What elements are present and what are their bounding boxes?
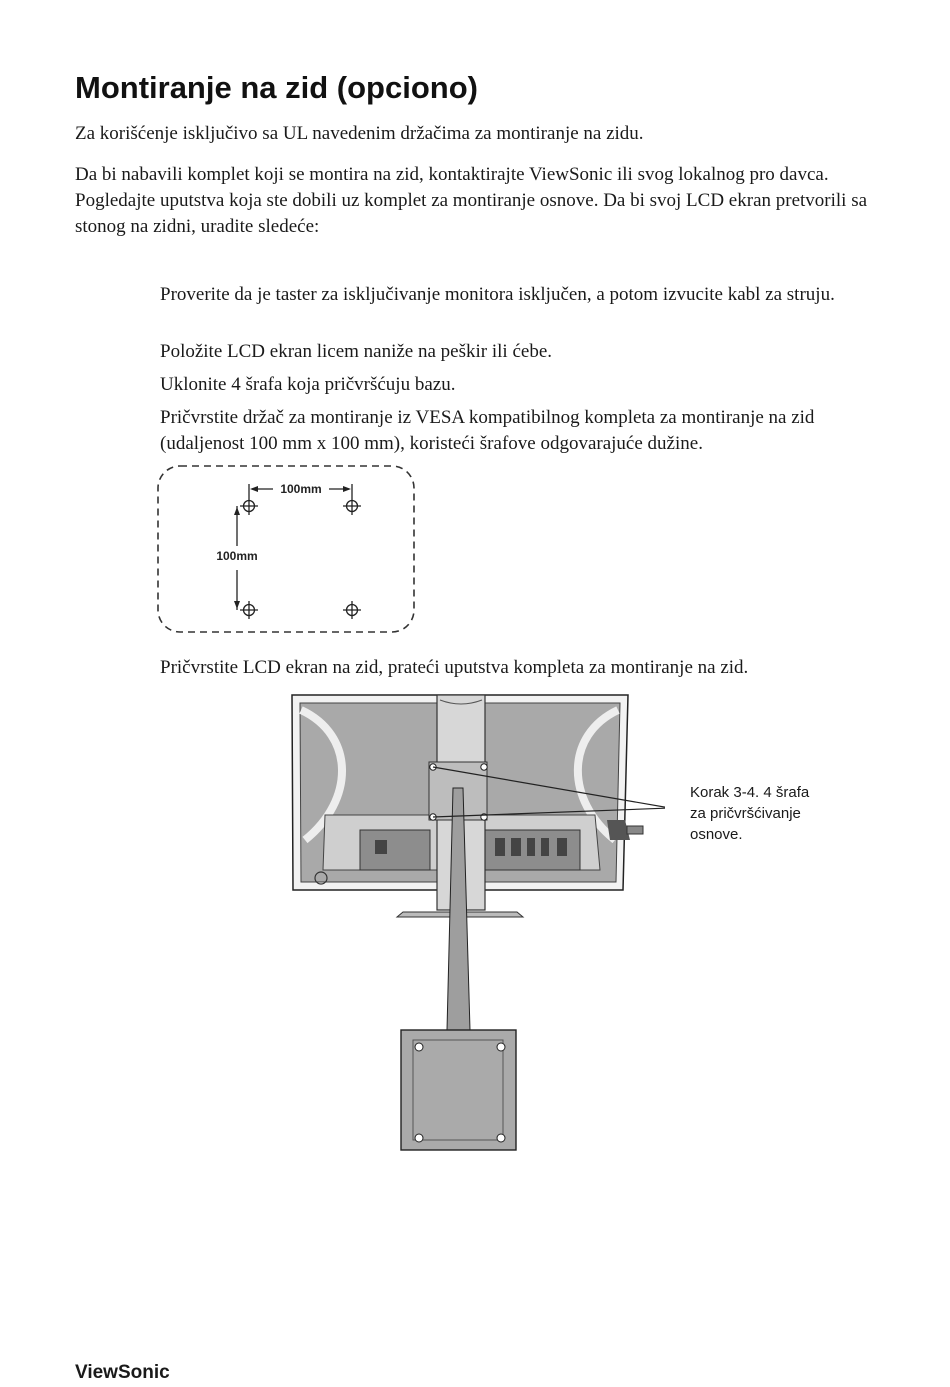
step-1: Proverite da je taster za isključivanje monitora isključen, a potom izvucite kabl za struju.	[160, 284, 835, 305]
callout-line-2: za pričvršćivanje	[690, 805, 801, 822]
mount-hole-top-left	[240, 497, 258, 515]
footer-brand: ViewSonic	[75, 1362, 170, 1383]
page-title: Montiranje na zid (opciono)	[75, 70, 478, 105]
vesa-hole-diagram	[155, 462, 420, 637]
screw-top-right	[481, 764, 487, 770]
step-5: Pričvrstite LCD ekran na zid, prateći uputstva kompleta za montiranje na zid.	[160, 657, 749, 678]
step-4: Pričvrstite držač za montiranje iz VESA kompatibilnog kompleta za montiranje na zid (udaljenost 100 mm x 100 mm), koristeći šrafove odgovarajuće dužine.	[160, 407, 815, 454]
mount-hole-bottom-right	[343, 601, 361, 619]
callout-line-1: Korak 3-4. 4 šrafa	[690, 784, 810, 801]
step-2: Položite LCD ekran licem naniže na peškir ili ćebe.	[160, 341, 552, 362]
horizontal-distance-label: 100mm	[280, 482, 322, 496]
monitor-back-illustration	[285, 690, 665, 1155]
mount-hole-bottom-left	[240, 601, 258, 619]
callout-line-3: osnove.	[690, 826, 743, 843]
screws-callout	[690, 782, 860, 845]
mount-hole-top-right	[343, 497, 361, 515]
intro-paragraph-2: Da bi nabavili komplet koji se montira na zid, kontaktirajte ViewSonic ili svog lokalnog pro davca. Pogledajte uputstva koja ste dobili uz komplet za montiranje osnove. Da bi svoj LCD ekran pretvorili sa stonog na zidni, uradite sledeće:	[75, 164, 868, 237]
intro-paragraph-1: Za korišćenje isključivo sa UL navedenim držačima za montiranje na zidu.	[75, 123, 644, 144]
vertical-distance-label: 100mm	[216, 549, 258, 563]
step-3: Uklonite 4 šrafa koja pričvršćuju bazu.	[160, 374, 456, 395]
